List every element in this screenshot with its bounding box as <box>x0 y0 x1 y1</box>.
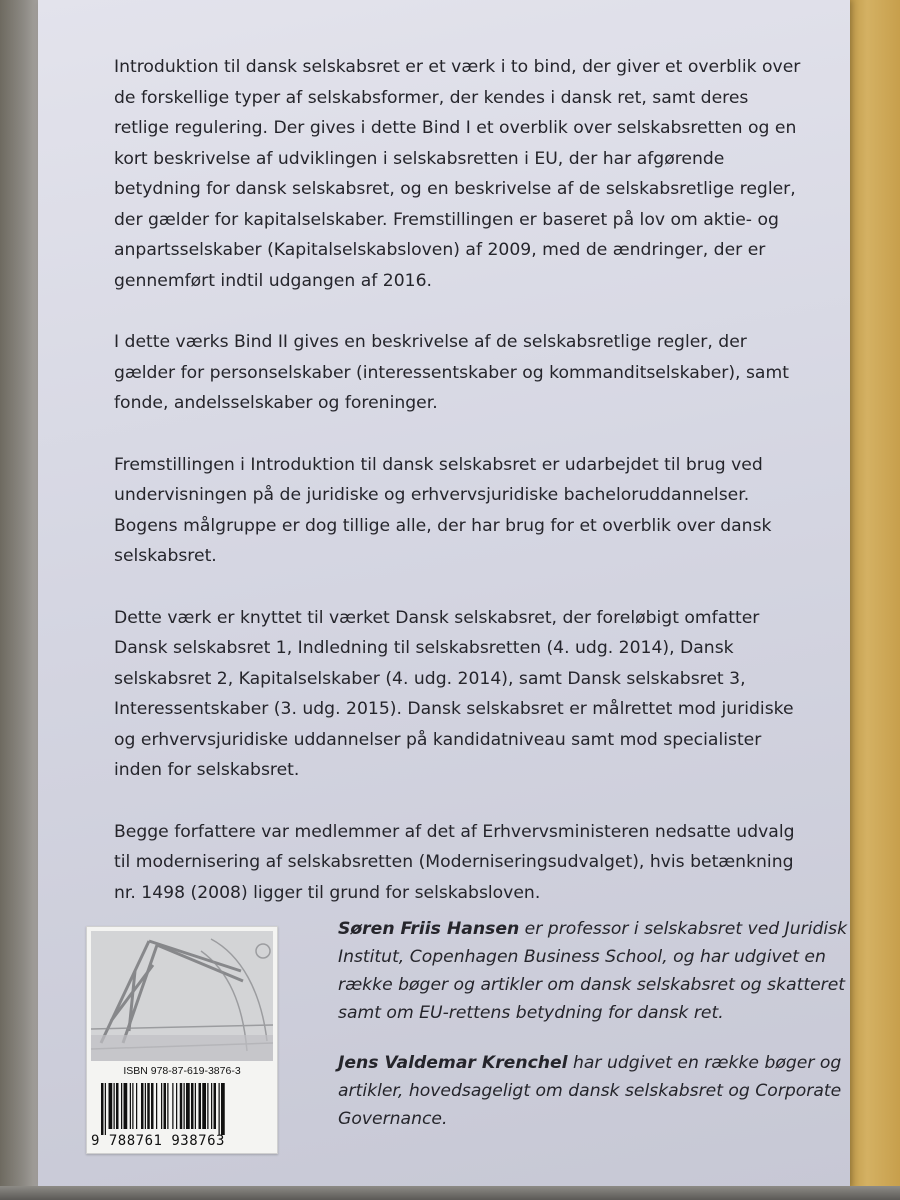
barcode-bar <box>132 1083 133 1129</box>
description-paragraph-2: I dette værks Bind II gives en beskrivelse af de selskabsretlige regler, der gælder for personselskaber (interessentskaber og kommanditselskaber), samt fonde, andelsselskaber og foreninger. <box>114 332 789 413</box>
barcode-bar <box>172 1083 173 1129</box>
ean-barcode <box>101 1083 263 1135</box>
barcode-bar <box>164 1083 167 1129</box>
barcode-bar <box>147 1083 150 1129</box>
barcode-bar <box>221 1083 225 1135</box>
barcode-bar <box>180 1083 183 1129</box>
barcode-bar <box>167 1083 168 1129</box>
cover-bottom-edge <box>0 1186 900 1200</box>
barcode-bar <box>184 1083 185 1129</box>
barcode-bar <box>124 1083 128 1129</box>
barcode-bar <box>121 1083 122 1129</box>
author-bio-1 <box>338 915 858 1027</box>
barcode-bar <box>116 1083 119 1129</box>
barcode-bar <box>161 1083 162 1129</box>
barcode-bar <box>105 1083 106 1135</box>
barcode-bar <box>191 1083 194 1129</box>
barcode-bar <box>214 1083 217 1129</box>
barcode-bar <box>176 1083 177 1129</box>
barcode-bar <box>207 1083 208 1129</box>
cover-description <box>114 52 804 939</box>
author-bios <box>338 915 858 1155</box>
author-bio-2 <box>338 1049 858 1133</box>
barcode-bar <box>114 1083 115 1129</box>
barcode-bar <box>141 1083 144 1129</box>
barcode-bar <box>195 1083 196 1129</box>
author-name: Søren Friis Hansen <box>338 919 520 939</box>
barcode-bar <box>219 1083 220 1135</box>
crane-artwork <box>91 931 273 1061</box>
description-paragraph-4: Dette værk er knyttet til værket Dansk selskabsret, der foreløbigt omfatter Dansk selskabsret 1, Indledning til selskabsretten (4. udg. 2014), Dansk selskabsret 2, Kapitalselskaber (4. udg. 2014), samt Dansk selskabsret 3, Interessentskaber (3. udg. 2015). Dansk selskabsret er målrettet mod juridiske og erhvervsjuridiske uddannelser på kandidatniveau samt mod specialister inden for selskabsret. <box>114 607 794 780</box>
barcode-bar <box>186 1083 190 1129</box>
barcode-bar <box>145 1083 146 1129</box>
barcode-bar <box>211 1083 212 1129</box>
barcode-bar <box>151 1083 154 1129</box>
ean-digits: 9 788761 938763 <box>91 1133 225 1149</box>
barcode-bar <box>109 1083 113 1129</box>
author-bio-text: er professor i selskabsret ved Juridisk Institut, Copenhagen Business School, og har udgivet en række bøger og artikler om dansk selskabsret og skatteret samt om EU-rettens betydning for dansk ret. <box>338 919 848 1023</box>
author-name: Jens Valdemar Krenchel <box>338 1053 568 1073</box>
description-paragraph-3: Fremstillingen i Introduktion til dansk selskabsret er udarbejdet til brug ved undervisningen på de juridiske og erhvervsjuridiske bacheloruddannelser. Bogens målgruppe er dog tillige alle, der har brug for et overblik over dansk selskabsret. <box>114 454 772 566</box>
background-left-edge <box>0 0 40 1200</box>
barcode-bar <box>130 1083 131 1129</box>
description-paragraph-5: Begge forfattere var medlemmer af det af Erhvervsministeren nedsatte udvalg til modernisering af selskabsretten (Moderniseringsudvalget), hvis betænkning nr. 1498 (2008) ligger til grund for selskabsloven. <box>114 821 795 903</box>
barcode-bar <box>202 1083 206 1129</box>
author-bio-text: har udgivet en række bøger og artikler, hovedsageligt om dansk selskabsret og Corporate Governance. <box>338 1053 842 1129</box>
barcode-bar <box>156 1083 157 1129</box>
description-paragraph-1: Introduktion til dansk selskabsret er et værk i to bind, der giver et overblik over de forskellige typer af selskabsformer, der kendes i dansk ret, samt deres retlige regulering. Der gives i dette Bind I et overblik over selskabsretten og en kort beskrivelse af udviklingen i selskabsretten i EU, der har afgørende betydning for dansk selskabsret, og en beskrivelse af de selskabsretlige regler, der gælder for kapitalselskaber. Fremstillingen er baseret på lov om aktie- og anpartsselskaber (Kapitalselskabsloven) af 2009, med de ændringer, der er gennemført indtil udgangen af 2016. <box>114 57 801 291</box>
isbn-number: ISBN 978-87-619-3876-3 <box>123 1065 241 1077</box>
barcode-bar <box>136 1083 137 1129</box>
barcode-bar <box>199 1083 202 1129</box>
barcode-bar <box>101 1083 104 1135</box>
cover-artwork-thumbnail <box>91 931 273 1061</box>
isbn-barcode-sticker <box>86 926 278 1154</box>
